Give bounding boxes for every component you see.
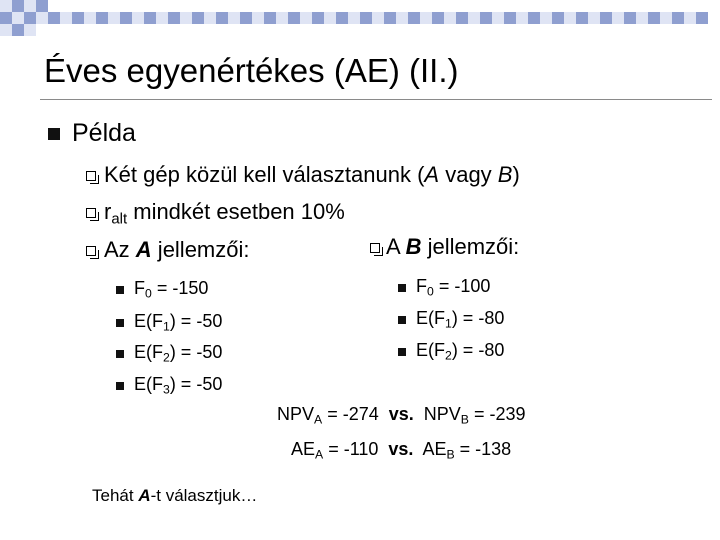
example-heading: Példa [72,119,136,147]
choice-line: Két gép közül kell választanunk (A vagy B) [104,162,520,187]
bullet-square-icon [48,128,60,140]
bullet-square-icon [398,284,406,292]
machine-a-item: $F_0 = -150$ [134,278,209,301]
corner-checker-decoration [0,0,720,40]
rate-line: $r_{alt}$ mindkét esetben 10% [104,199,345,228]
machine-b-item: $E(F_2) = -80$ [416,340,505,363]
machine-b-item: $E(F_1) = -80$ [416,308,505,331]
npv-comparison: $NPV_A = -274$ vs. $NPV_B = -239$ [277,404,526,427]
machine-b-header: A B jellemzői: [386,234,520,259]
checkbox-bullet-icon [370,243,380,253]
machine-b-item: $F_0 = -100$ [416,276,491,299]
conclusion: Tehát A-t választjuk… [92,486,258,505]
bullet-square-icon [116,350,124,358]
bullet-square-icon [116,382,124,390]
checkbox-bullet-icon [86,171,96,181]
checkbox-bullet-icon [86,246,96,256]
machine-a-item: $E(F_3) = -50$ [134,374,223,397]
slide-title: Éves egyenértékes (AE) (II.) [44,52,459,89]
machine-a-item: $E(F_2) = -50$ [134,342,223,365]
title-divider [40,99,712,100]
bullet-square-icon [398,316,406,324]
ae-comparison: $AE_A = -110$ vs. $AE_B = -138$ [291,439,512,462]
checkbox-bullet-icon [86,208,96,218]
machine-a-header: Az A jellemzői: [104,237,250,262]
bullet-square-icon [116,319,124,327]
bullet-square-icon [398,348,406,356]
machine-a-item: $E(F_1) = -50$ [134,311,223,334]
bullet-square-icon [116,286,124,294]
